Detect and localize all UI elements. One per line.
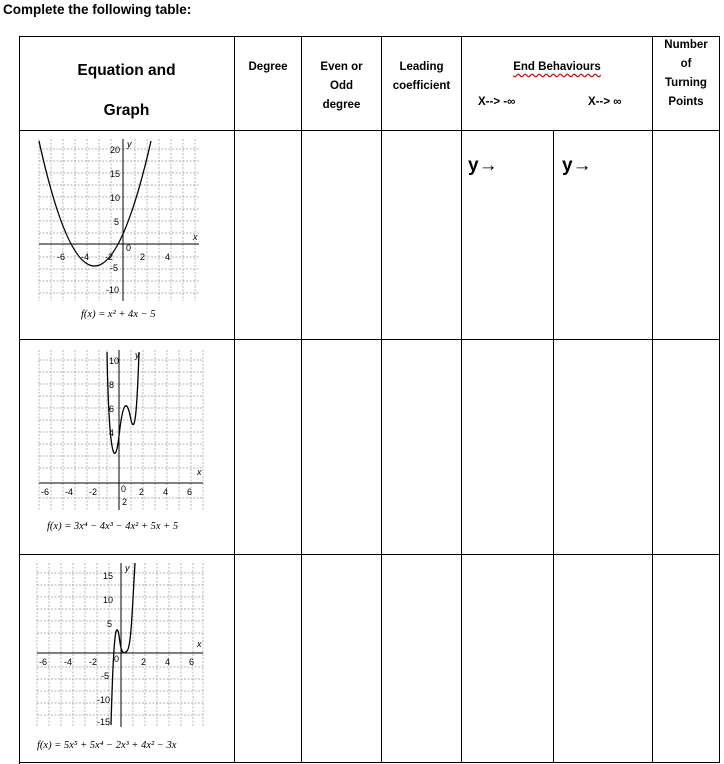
header-end-behaviours-label [462, 58, 652, 77]
row3-degree-cell[interactable] [235, 555, 302, 763]
row2-ytick: 4 [109, 428, 115, 438]
row1-xtick: -4 [81, 252, 90, 262]
page-title: Complete the following table: [3, 2, 192, 17]
row2-x-axis-label: x [197, 467, 202, 477]
row1-ytick: 10 [110, 193, 121, 203]
row2-xtick: -6 [41, 487, 50, 497]
row1-end-pos-cell[interactable] [554, 131, 653, 340]
row2-graph [19, 340, 235, 555]
quartic-curve [107, 352, 139, 453]
row3-xtick: 6 [189, 657, 195, 667]
header-graph-label: Graph [103, 102, 150, 119]
end-behaviours-text: End Behaviours [513, 61, 601, 73]
row3-xtick: -4 [64, 657, 73, 667]
row1-even-odd-cell[interactable] [302, 131, 382, 340]
quintic-curve [111, 563, 135, 725]
row3-ytick: -15 [97, 717, 111, 727]
header-turning [653, 36, 720, 131]
row1-degree-cell[interactable] [235, 131, 302, 340]
row1-end-neg-cell[interactable] [462, 131, 554, 340]
row1-xtick: -6 [57, 252, 66, 262]
header-turning-line1: Number [664, 39, 708, 51]
row3-ytick: 15 [103, 571, 114, 581]
row1-y-pos: y→ [562, 155, 592, 176]
row3-ytick: -5 [101, 671, 110, 681]
row2-end-pos-cell[interactable] [554, 340, 653, 555]
row2-ytick: 8 [109, 380, 115, 390]
header-even-odd-line3: degree [322, 99, 361, 111]
row3-xtick: 2 [141, 657, 147, 667]
row2-xtick: -2 [89, 487, 98, 497]
row3-ytick: 5 [107, 619, 113, 629]
header-x-neg: X--> -∞ [478, 96, 516, 108]
row2-ytick: 2 [122, 497, 128, 507]
row2-even-odd-cell[interactable] [302, 340, 382, 555]
row3-y-axis-label: y [125, 563, 130, 573]
header-leading [382, 36, 462, 131]
row3-end-pos-cell[interactable] [554, 555, 653, 763]
row1-ytick: 15 [110, 169, 121, 179]
parabola-curve [39, 141, 151, 266]
row2-ytick: 10 [109, 356, 120, 366]
header-x-pos: X--> ∞ [588, 96, 622, 108]
row3-xtick: -2 [89, 657, 98, 667]
row1-xtick: -2 [105, 252, 114, 262]
row3-turning-cell[interactable] [653, 555, 720, 763]
row1-graph-cell [19, 131, 235, 340]
row2-xtick: -4 [65, 487, 74, 497]
header-turning-line4: Points [668, 96, 704, 108]
row1-leading-cell[interactable] [382, 131, 462, 340]
row1-y-neg: y→ [468, 155, 498, 176]
row3-xtick: -6 [39, 657, 48, 667]
header-equation-graph [19, 36, 235, 131]
row2-turning-cell[interactable] [653, 340, 720, 555]
row3-end-neg-cell[interactable] [462, 555, 554, 763]
header-turning-line2: of [680, 58, 692, 70]
row2-equation: f(x) = 3x⁴ − 4x³ − 4x² + 5x + 5 [47, 521, 179, 532]
row1-xtick: 0 [126, 243, 132, 253]
header-even-odd-line2: Odd [330, 80, 353, 92]
row1-xtick: 4 [165, 252, 171, 262]
row2-degree-cell[interactable] [235, 340, 302, 555]
header-even-odd-line1: Even or [320, 61, 363, 73]
row3-graph [19, 555, 235, 763]
row3-equation: f(x) = 5x⁵ + 5x⁴ − 2x³ + 4x² − 3x [37, 740, 177, 751]
row3-leading-cell[interactable] [382, 555, 462, 763]
row1-graph [19, 131, 235, 340]
header-leading-line2: coefficient [392, 80, 451, 92]
row3-even-odd-cell[interactable] [302, 555, 382, 763]
header-degree [235, 36, 302, 131]
row1-ytick: -5 [110, 263, 119, 273]
row3-graph-cell [19, 555, 235, 763]
row2-end-neg-cell[interactable] [462, 340, 554, 555]
row1-xtick: 2 [140, 252, 146, 262]
row2-ytick: 6 [109, 404, 115, 414]
row2-xtick: 4 [163, 487, 169, 497]
header-end-behaviours [462, 36, 653, 131]
row1-turning-cell[interactable] [653, 131, 720, 340]
row3-x-axis-label: x [197, 639, 202, 649]
row2-xtick: 0 [121, 484, 127, 494]
header-turning-line3: Turning [665, 77, 707, 89]
row2-graph-cell [19, 340, 235, 555]
row2-leading-cell[interactable] [382, 340, 462, 555]
header-equation-label: Equation and [77, 62, 176, 79]
row1-ytick: 20 [110, 145, 121, 155]
row2-xtick: 6 [187, 487, 193, 497]
row1-ytick: 5 [114, 217, 120, 227]
row1-equation: f(x) = x² + 4x − 5 [81, 309, 156, 320]
row3-ytick: -10 [97, 695, 111, 705]
header-even-odd [302, 36, 382, 131]
row2-xtick: 2 [139, 487, 145, 497]
row3-xtick: 0 [114, 654, 120, 664]
row1-ytick: -10 [106, 285, 120, 295]
header-degree-label: Degree [248, 61, 288, 73]
row3-ytick: 10 [103, 595, 114, 605]
header-leading-line1: Leading [399, 61, 444, 73]
row1-y-axis-label: y [127, 139, 132, 149]
row1-x-axis-label: x [193, 232, 198, 242]
row2-y-axis-label: y [135, 350, 140, 360]
row3-xtick: 4 [165, 657, 171, 667]
